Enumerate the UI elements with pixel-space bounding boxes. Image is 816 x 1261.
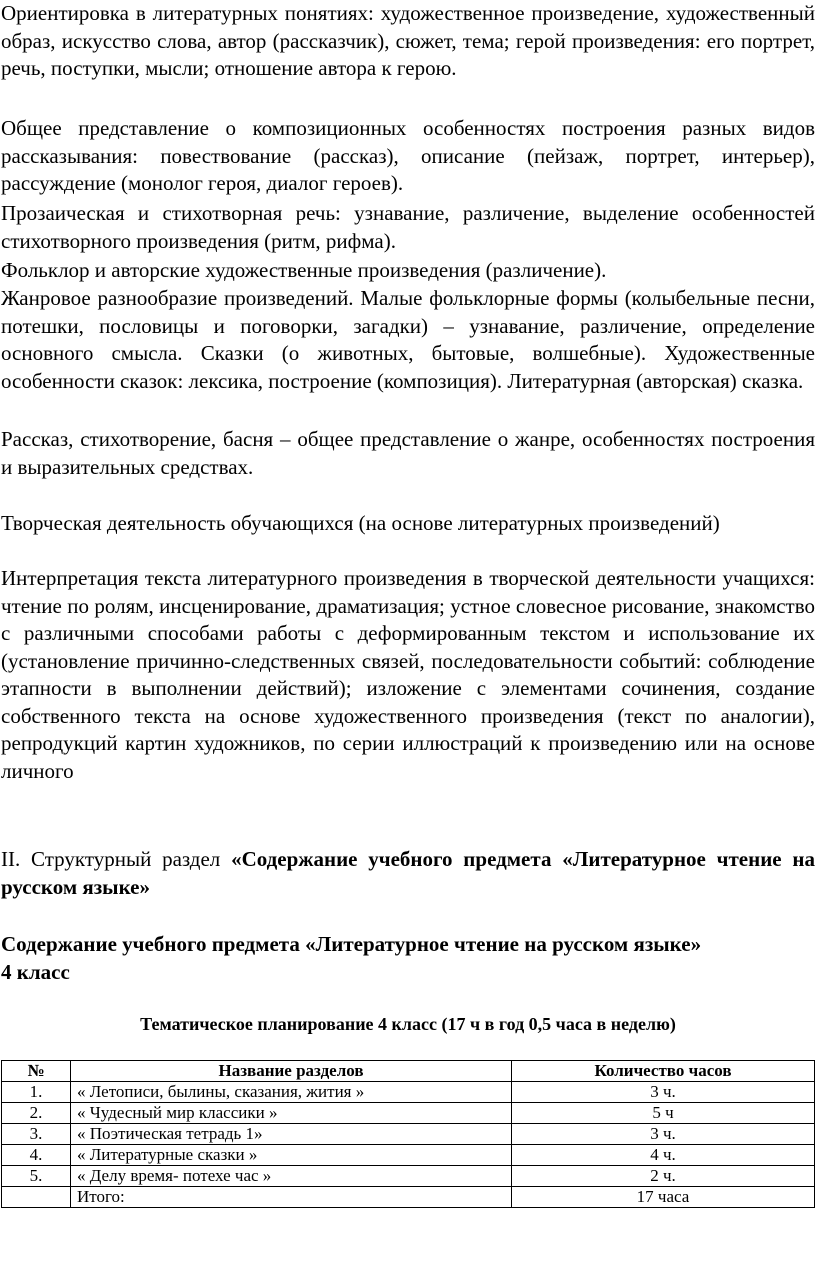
row-section-name: « Чудесный мир классики » bbox=[71, 1103, 512, 1124]
plan-title: Тематическое планирование 4 класс (17 ч в год 0,5 часа в неделю) bbox=[140, 1014, 676, 1034]
content-heading bbox=[1, 931, 815, 986]
table-row bbox=[2, 1124, 815, 1145]
row-number: 3. bbox=[2, 1124, 71, 1145]
row-section-name: « Литературные сказки » bbox=[71, 1145, 512, 1166]
content-heading-line2: 4 класс bbox=[1, 959, 70, 984]
plan-table bbox=[1, 1060, 815, 1208]
row-number: 2. bbox=[2, 1103, 71, 1124]
paragraph-folklore: Фольклор и авторские художественные произведения (различение). bbox=[1, 258, 607, 282]
section-heading bbox=[1, 846, 815, 901]
paragraph-interpretation: Интерпретация текста литературного произведения в творческой деятельности учащихся: чтение по ролям, инсценирование, драматизация; устное словесное рисование, знакомство с различными способами работы с деформированным текстом и использование их (установление причинно-следственных связей, последовательности событий: соблюдение этапности в выполнении действий); изложение с элементами сочинения, создание собственного текста на основе художественного произведения (текст по аналогии), репродукций картин художников, по серии иллюстраций к произведению или на основе личного bbox=[1, 566, 815, 783]
row-section-name: « Летописи, былины, сказания, жития » bbox=[71, 1082, 512, 1103]
paragraph-composition: Общее представление о композиционных особенностях построения разных видов рассказывания: повествование (рассказ), описание (пейзаж, портрет, интерьер), рассуждение (монолог героя, диалог героев). bbox=[1, 116, 815, 195]
paragraph-story-poem-fable: Рассказ, стихотворение, басня – общее представление о жанре, особенностях построения и выразительных средствах. bbox=[1, 427, 815, 479]
table-row bbox=[2, 1145, 815, 1166]
row-section-name: « Поэтическая тетрадь 1» bbox=[71, 1124, 512, 1145]
header-number: № bbox=[2, 1061, 71, 1082]
section-prefix: II. Структурный раздел bbox=[1, 847, 232, 871]
row-number: 5. bbox=[2, 1166, 71, 1187]
total-number bbox=[2, 1187, 71, 1208]
section-title: «Содержание учебного предмета «Литературное чтение на русском языке» bbox=[1, 847, 815, 899]
total-label: Итого: bbox=[71, 1187, 512, 1208]
row-hours: 4 ч. bbox=[512, 1145, 815, 1166]
row-section-name: « Делу время- потехе час » bbox=[71, 1166, 512, 1187]
table-header-row bbox=[2, 1061, 815, 1082]
row-number: 1. bbox=[2, 1082, 71, 1103]
total-hours: 17 часа bbox=[512, 1187, 815, 1208]
row-hours: 3 ч. bbox=[512, 1082, 815, 1103]
row-number: 4. bbox=[2, 1145, 71, 1166]
header-section-name: Название разделов bbox=[71, 1061, 512, 1082]
paragraph-creative-activity: Творческая деятельность обучающихся (на основе литературных произведений) bbox=[1, 511, 720, 535]
table-row bbox=[2, 1103, 815, 1124]
content-heading-line1: Содержание учебного предмета «Литературное чтение на русском языке» bbox=[1, 932, 702, 956]
table-row bbox=[2, 1082, 815, 1103]
paragraph-literary-concepts: Ориентировка в литературных понятиях: художественное произведение, художественный образ, искусство слова, автор (рассказчик), сюжет, тема; герой произведения: его портрет, речь, поступки, мысли; отношение автора к герою. bbox=[1, 1, 815, 80]
table-row bbox=[2, 1166, 815, 1187]
row-hours: 3 ч. bbox=[512, 1124, 815, 1145]
table-total-row bbox=[2, 1187, 815, 1208]
row-hours: 5 ч bbox=[512, 1103, 815, 1124]
header-hours: Количество часов bbox=[512, 1061, 815, 1082]
row-hours: 2 ч. bbox=[512, 1166, 815, 1187]
paragraph-prose-poetry: Прозаическая и стихотворная речь: узнавание, различение, выделение особенностей стихотворного произведения (ритм, рифма). bbox=[1, 201, 815, 253]
paragraph-genres: Жанровое разнообразие произведений. Малые фольклорные формы (колыбельные песни, потешки, пословицы и поговорки, загадки) – узнавание, различение, определение основного смысла. Сказки (о животных, бытовые, волшебные). Художественные особенности сказок: лексика, построение (композиция). Литературная (авторская) сказка. bbox=[1, 286, 815, 393]
